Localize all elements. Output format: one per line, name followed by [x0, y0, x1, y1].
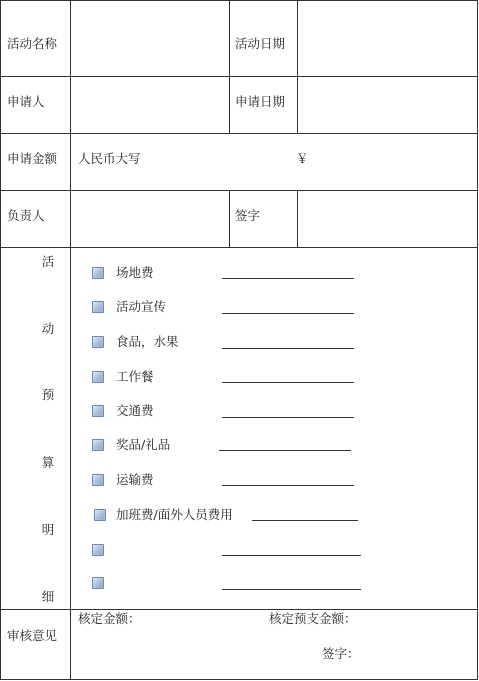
column-divider — [229, 0, 230, 133]
amount-blank-line[interactable] — [222, 555, 361, 556]
budget-side-label-char: 预 — [41, 387, 55, 402]
budget-item-label: 交通费 — [116, 403, 154, 418]
amount-blank-line[interactable] — [252, 520, 358, 521]
approved-budget-field[interactable] — [360, 610, 476, 632]
yen-symbol: ￥ — [296, 151, 309, 166]
budget-item — [92, 403, 472, 419]
amount-caps-field[interactable] — [145, 134, 295, 190]
approved-amount-field[interactable] — [140, 610, 265, 632]
checkbox-icon[interactable] — [92, 474, 104, 486]
column-divider — [229, 190, 230, 247]
activity-date-label: 活动日期 — [235, 36, 286, 51]
budget-item-label: 奖品/礼品 — [116, 437, 171, 452]
amount-blank-line[interactable] — [222, 589, 361, 590]
review-label: 审核意见 — [7, 628, 58, 643]
budget-item — [92, 575, 472, 591]
row-divider — [0, 247, 478, 248]
checkbox-icon[interactable] — [92, 405, 104, 417]
signature-label: 签字 — [235, 208, 261, 223]
budget-item — [92, 299, 472, 315]
amount-blank-line[interactable] — [222, 382, 354, 383]
review-signature-label: 签字： — [322, 646, 360, 661]
amount-blank-line[interactable] — [222, 348, 354, 349]
checkbox-icon[interactable] — [92, 577, 104, 589]
budget-side-label-char: 活 — [41, 254, 55, 269]
owner-label: 负责人 — [7, 208, 45, 223]
activity-name-label: 活动名称 — [7, 36, 58, 51]
amount-figure-field[interactable] — [312, 134, 477, 190]
review-signature-field[interactable] — [362, 642, 476, 672]
checkbox-icon[interactable] — [92, 336, 104, 348]
budget-item — [92, 369, 472, 385]
budget-side-label-char: 算 — [41, 455, 55, 470]
budget-side-label-char: 动 — [41, 321, 55, 336]
budget-item — [94, 507, 474, 523]
amount-blank-line[interactable] — [222, 278, 354, 279]
budget-item-label: 运输费 — [116, 472, 154, 487]
budget-side-label-char: 明 — [41, 522, 55, 537]
budget-item — [92, 265, 472, 281]
amount-blank-line[interactable] — [222, 313, 354, 314]
budget-item-label: 场地费 — [116, 265, 154, 280]
budget-item — [92, 437, 472, 453]
budget-item-label: 工作餐 — [116, 369, 154, 384]
table-border-right — [477, 0, 478, 680]
approved-budget-label: 核定预支金额： — [269, 611, 357, 626]
budget-item — [92, 334, 472, 350]
budget-item-label: 加班费/面外人员费用 — [116, 507, 233, 522]
apply-date-field[interactable] — [298, 77, 477, 133]
amount-blank-line[interactable] — [219, 450, 351, 451]
budget-side-label-char: 细 — [41, 589, 55, 604]
checkbox-icon[interactable] — [92, 301, 104, 313]
table-border-left — [0, 0, 1, 680]
checkbox-icon[interactable] — [92, 544, 104, 556]
applicant-field[interactable] — [71, 77, 229, 133]
amount-blank-line[interactable] — [222, 485, 354, 486]
budget-item-label: 活动宣传 — [116, 299, 167, 314]
activity-name-field[interactable] — [71, 1, 229, 76]
budget-item — [92, 472, 472, 488]
checkbox-icon[interactable] — [94, 509, 106, 521]
approved-amount-label: 核定金额： — [78, 611, 141, 626]
checkbox-icon[interactable] — [92, 371, 104, 383]
checkbox-icon[interactable] — [92, 439, 104, 451]
rmb-caps-label: 人民币大写 — [78, 151, 141, 166]
owner-field[interactable] — [71, 191, 229, 247]
table-border-bottom — [0, 679, 478, 680]
checkbox-icon[interactable] — [92, 267, 104, 279]
budget-item — [92, 542, 472, 558]
signature-field[interactable] — [298, 191, 477, 247]
applicant-label: 申请人 — [7, 94, 45, 109]
activity-date-field[interactable] — [298, 1, 477, 76]
amount-label: 申请金额 — [7, 151, 58, 166]
apply-date-label: 申请日期 — [235, 94, 286, 109]
amount-blank-line[interactable] — [222, 417, 354, 418]
budget-item-label: 食品，水果 — [116, 334, 179, 349]
